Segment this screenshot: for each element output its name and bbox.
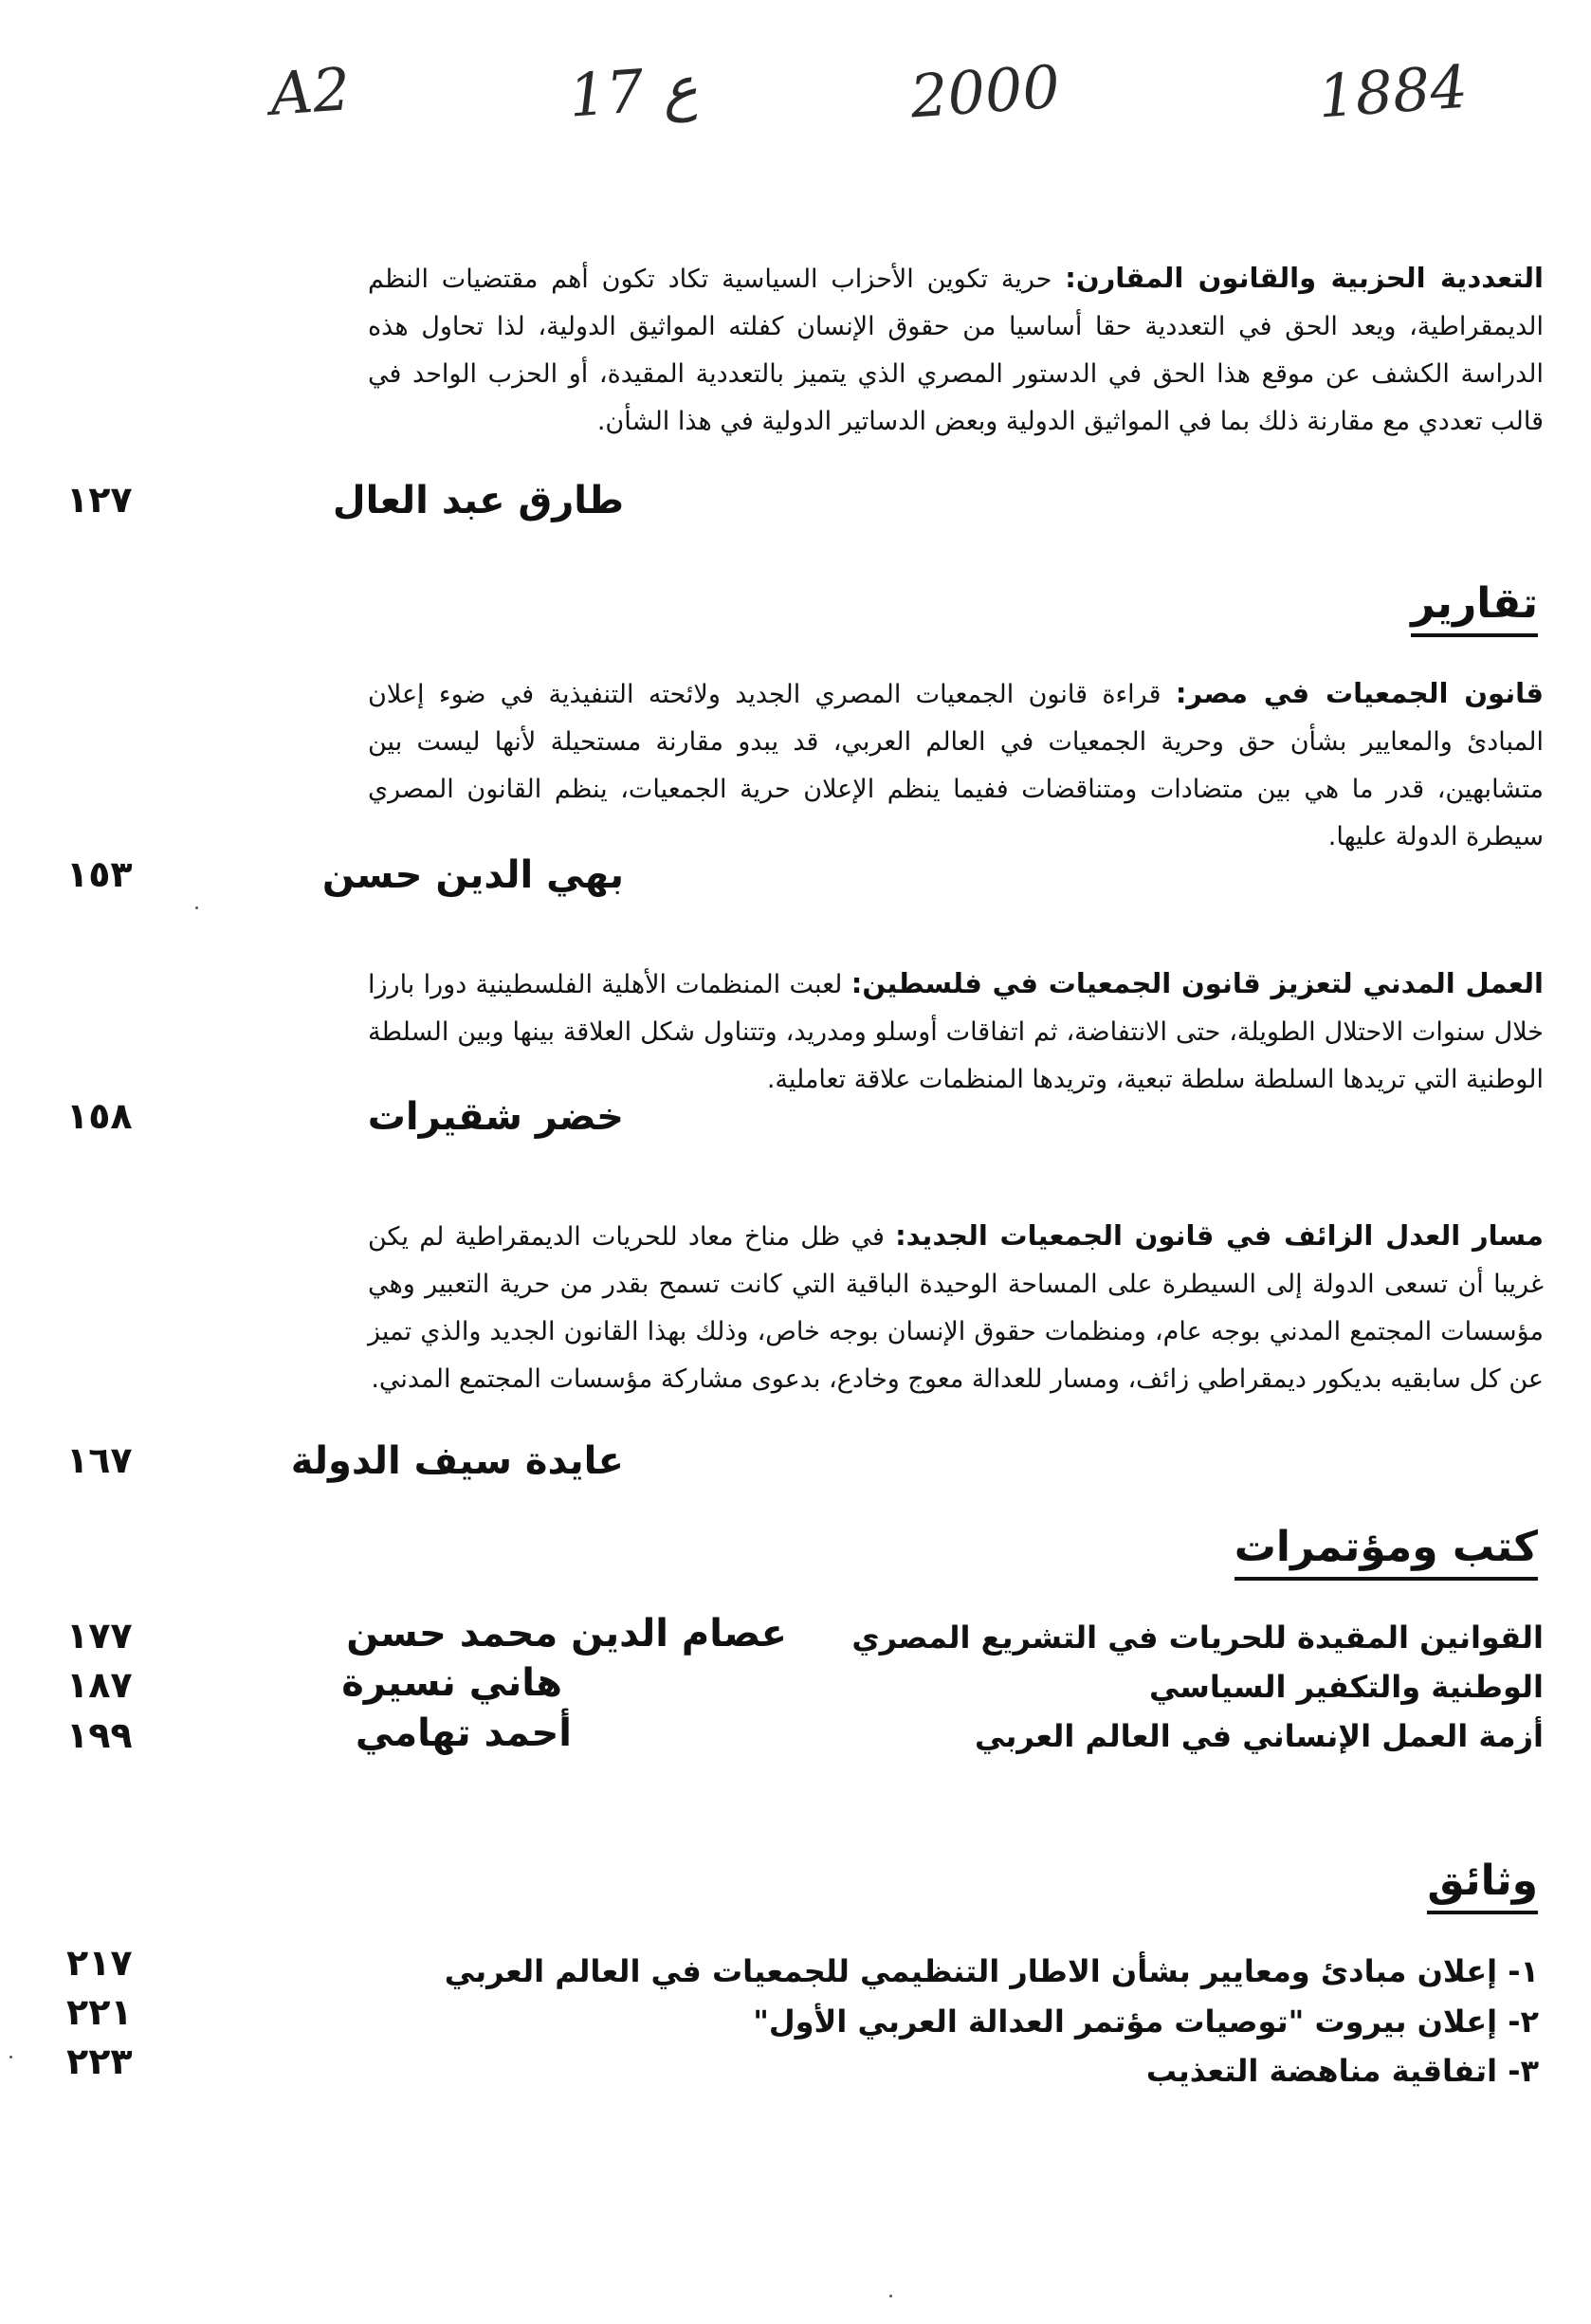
document-title: ٢- إعلان بيروت "توصيات مؤتمر العدالة العربي الأول" [753, 2004, 1539, 2040]
book-title: الوطنية والتكفير السياسي [1148, 1669, 1544, 1705]
page-number: ١٥٣ [66, 853, 133, 895]
report-author: عايدة سيف الدولة [290, 1439, 624, 1483]
report-title: العمل المدني لتعزيز قانون الجمعيات في فلسطين: [850, 967, 1545, 999]
book-title: أزمة العمل الإنساني في العالم العربي [975, 1718, 1544, 1754]
page-number: ١٢٧ [66, 479, 133, 521]
page-number: ١٩٩ [66, 1714, 133, 1756]
report-abstract-text: في ظل مناخ معاد للحريات الديمقراطية لم يكن غريبا أن تسعى الدولة إلى السيطرة على المساحة الوحيدة الباقية التي كانت تسمح بقدر من حرية التعبير وهي مؤسسات المجتمع المدني بوجه عام، ومنظمات حقوق الإنسان بوجه خاص، وذلك بهذا القانون الجديد والذي تميز عن كل سابقيه بديكور ديمقراطي زائف، ومسار للعدالة معوج وخادع، بدعوى مشاركة مؤسسات المجتمع المدني. [368, 1222, 1544, 1394]
section-heading-documents: وثائق [1427, 1854, 1538, 1914]
article-title: التعددية الحزبية والقانون المقارن: [1065, 262, 1544, 294]
page-number: ١٨٧ [66, 1664, 133, 1706]
handwritten-note-issue: 17 ع [566, 52, 700, 131]
scan-speck [195, 906, 198, 909]
document-title: ٣- اتفاقية مناهضة التعذيب [1145, 2053, 1539, 2089]
scan-speck [889, 2295, 892, 2297]
article-abstract-text: حرية تكوين الأحزاب السياسية تكاد تكون أهم مقتضيات النظم الديمقراطية، ويعد الحق في التعددية حقا أساسيا من حقوق الإنسان كفلته المواثيق الدولية، لذا تحاول هذه الدراسة الكشف عن موقع هذا الحق في الدستور المصري الذي يتميز بالتعددية المقيدة، أو الحزب الواحد في قالب تعددي مع مقارنة ذلك بما في المواثيق الدولية وبعض الدساتير الدولية في هذا الشأن. [368, 265, 1544, 436]
article-author: طارق عبد العال [332, 479, 624, 522]
report-title: مسار العدل الزائف في قانون الجمعيات الجديد: [895, 1219, 1544, 1252]
book-author: عصام الدين محمد حسن [346, 1612, 787, 1656]
book-author: هاني نسيرة [341, 1661, 562, 1705]
page-number: ٢٢٣ [66, 2040, 133, 2082]
page-number: ٢١٧ [66, 1942, 133, 1984]
report-abstract-text: قراءة قانون الجمعيات المصري الجديد ولائحته التنفيذية في ضوء إعلان المبادئ والمعايير بشأن حق وحرية الجمعيات في العالم العربي، قد يبدو مقارنة مستحيلة لأنها ليست بين متشابهين، قدر ما هي بين متضادات ومتناقضات ففيما ينظم الإعلان حرية الجمعيات، ينظم القانون المصري سيطرة الدولة عليها. [368, 680, 1544, 851]
page-number: ٢٢١ [66, 1991, 133, 2033]
page-number: ١٦٧ [66, 1439, 133, 1481]
report-abstract [368, 669, 1544, 861]
report-abstract-text: لعبت المنظمات الأهلية الفلسطينية دورا بارزا خلال سنوات الاحتلال الطويلة، حتى الانتفاضة، ثم اتفاقات أوسلو ومدريد، وتتناول شكل العلاقة بينها وبين السلطة الوطنية التي تريدها السلطة سلطة تبعية، وتريدها المنظمات علاقة تعاملية. [368, 970, 1544, 1094]
handwritten-note-year: 2000 [907, 51, 1063, 132]
scan-speck [9, 2056, 12, 2059]
report-author: بهي الدين حسن [321, 853, 624, 897]
document-title: ١- إعلان مبادئ ومعايير بشأن الاطار التنظيمي للجمعيات في العالم العربي [444, 1953, 1539, 1989]
book-title: القوانين المقيدة للحريات في التشريع المصري [851, 1619, 1544, 1656]
section-heading-reports: تقارير [1411, 576, 1538, 637]
article-abstract [368, 254, 1544, 446]
section-heading-books: كتب ومؤتمرات [1234, 1520, 1538, 1581]
report-abstract [368, 1212, 1544, 1403]
page-number: ١٧٧ [66, 1615, 133, 1656]
book-author: أحمد تهامي [355, 1711, 572, 1755]
page-number: ١٥٨ [66, 1095, 133, 1137]
report-title: قانون الجمعيات في مصر: [1175, 677, 1544, 709]
handwritten-note-number: 1884 [1315, 51, 1471, 132]
report-abstract [368, 960, 1544, 1104]
report-author: خضر شقيرات [367, 1095, 624, 1139]
handwritten-note-a2: A2 [267, 54, 353, 129]
